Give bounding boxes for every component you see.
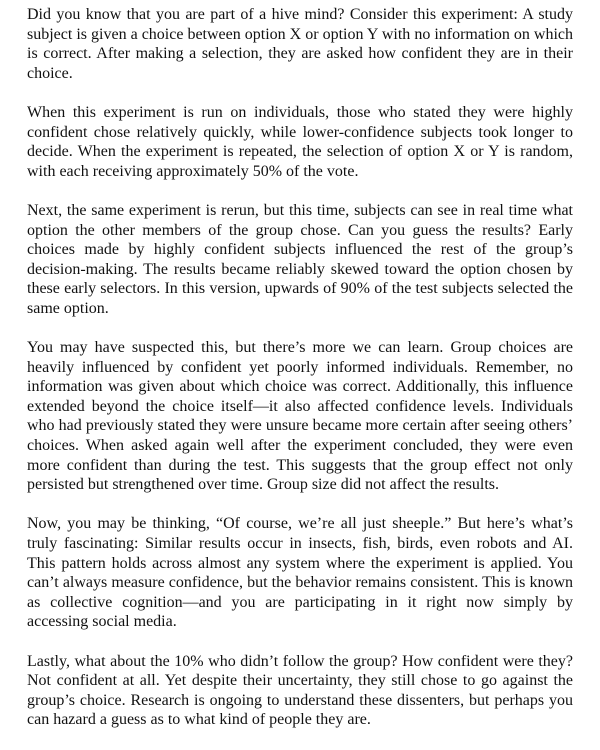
paragraph [27, 652, 573, 730]
text-line: choice. [27, 64, 73, 82]
text-line: Next, the same experiment is rerun, but this time, subjects can see in real time what [27, 201, 573, 219]
text-line: persisted but strengthened over time. Group size did not affect the results. [27, 476, 500, 494]
text-line: is correct. After making a selection, they are asked how confident they are in their [27, 45, 573, 63]
paragraph [27, 103, 573, 181]
paragraph [27, 201, 573, 319]
text-line: Did you know that you are part of a hive mind? Consider this experiment: A study [27, 6, 573, 23]
text-line: decide. When the experiment is repeated, the selection of option X or Y is random, [27, 143, 573, 161]
text-line: accessing social media. [27, 613, 177, 631]
text-line: choices. When asked again well after the experiment concluded, they were even [27, 437, 573, 455]
text-line: Now, you may be thinking, “Of course, we’re all just sheeple.” But here’s what’s [27, 515, 573, 533]
text-line: When this experiment is run on individuals, those who stated they were highly [27, 103, 573, 121]
paragraph [27, 338, 573, 495]
text-line: truly fascinating: Similar results occur in insects, fish, birds, even robots and AI. [27, 535, 573, 553]
text-line: who had previously stated they were unsure became more certain after seeing others’ [27, 417, 573, 435]
text-line: confident chose relatively quickly, while lower-confidence subjects took longer to [27, 123, 573, 141]
text-line: choices made by highly confident subjects influenced the rest of the group’s [27, 241, 573, 259]
paragraph [27, 5, 573, 83]
text-line: Not confident at all. Yet despite their uncertainty, they still chose to go against the [27, 672, 573, 690]
text-line: with each receiving approximately 50% of the vote. [27, 162, 359, 180]
text-line: Lastly, what about the 10% who didn’t follow the group? How confident were they? [27, 652, 573, 670]
text-line: can hazard a guess as to what kind of people they are. [27, 711, 371, 729]
text-line: as collective cognition—and you are participating in it right now simply by [27, 593, 573, 611]
text-line: extended beyond the choice itself—it also affected confidence levels. Individuals [27, 397, 573, 415]
text-line: group’s choice. Research is ongoing to understand these dissenters, but perhaps you [27, 691, 573, 709]
text-line: heavily influenced by confident yet poorly informed individuals. Remember, no [27, 358, 573, 376]
text-line: same option. [27, 299, 109, 317]
text-line: these early selectors. In this version, upwards of 90% of the test subjects selected the [27, 280, 573, 298]
text-line: decision-making. The results became reliably skewed toward the option chosen by [27, 260, 573, 278]
text-line: option the other members of the group chose. Can you guess the results? Early [27, 221, 573, 239]
text-line: can’t always measure confidence, but the behavior remains consistent. This is known [27, 574, 573, 592]
document-body [27, 5, 573, 750]
text-line: You may have suspected this, but there’s more we can learn. Group choices are [27, 339, 573, 357]
text-line: subject is given a choice between option X or option Y with no information on which [27, 25, 573, 43]
paragraph [27, 514, 573, 632]
text-line: information was given about which choice was correct. Additionally, this influence [27, 378, 573, 396]
text-line: more confident than during the test. This suggests that the group effect not only [27, 456, 573, 474]
text-line: This pattern holds across almost any system where the experiment is applied. You [27, 554, 573, 572]
